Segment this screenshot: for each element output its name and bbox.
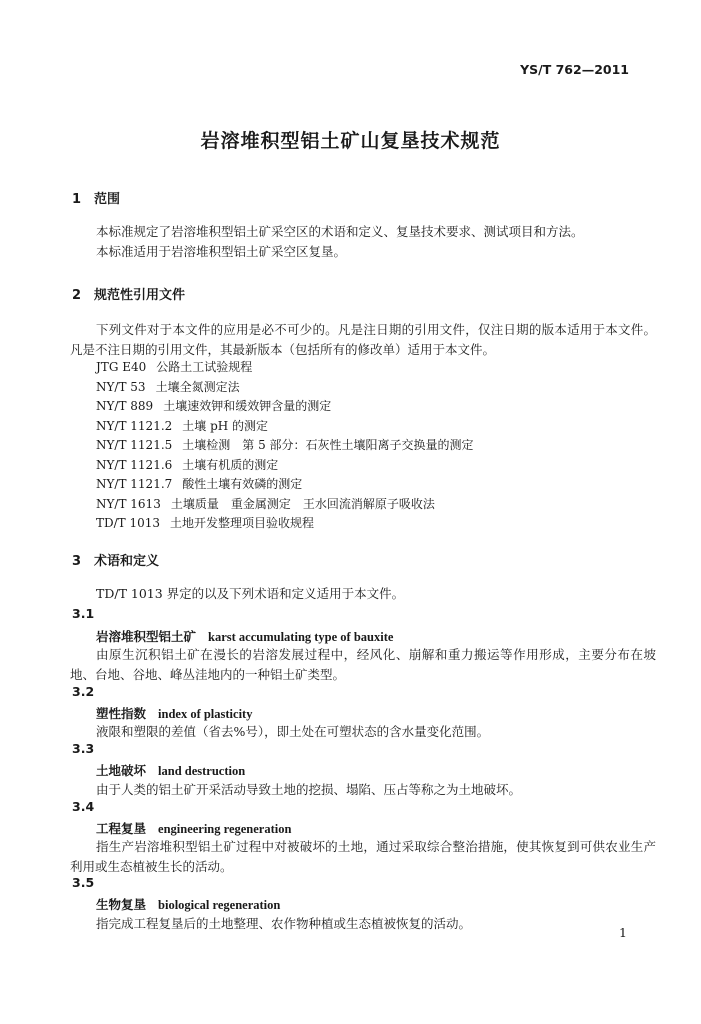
reference-item <box>96 495 474 515</box>
section-title: 范围 <box>94 192 121 207</box>
reference-code: NY/T 1121.6 <box>96 457 173 472</box>
reference-code: NY/T 1121.2 <box>96 418 173 433</box>
term-heading <box>96 704 252 722</box>
clause-number: 3.3 <box>72 741 95 756</box>
reference-code: TD/T 1013 <box>96 516 161 530</box>
term-heading <box>96 895 280 913</box>
reference-title: 土壤 pH 的测定 <box>182 418 269 433</box>
clause-number: 3.1 <box>72 606 95 621</box>
term-zh: 塑性指数 <box>96 706 147 721</box>
section-number: 3 <box>72 554 82 569</box>
reference-item <box>96 436 474 456</box>
section-1-para-1: 本标准规定了岩溶堆积型铝土矿采空区的术语和定义、复垦技术要求、测试项目和方法。 <box>96 224 584 239</box>
reference-title: 酸性土壤有效磷的测定 <box>182 477 303 491</box>
reference-title: 土壤质量 重金属测定 王水回流消解原子吸收法 <box>170 496 435 511</box>
reference-code: NY/T 1121.5 <box>96 438 173 452</box>
reference-item <box>96 378 474 398</box>
section-1-para-2: 本标准适用于岩溶堆积型铝土矿采空区复垦。 <box>96 244 347 259</box>
reference-code: NY/T 889 <box>96 399 154 413</box>
reference-item <box>96 397 474 417</box>
term-definition: 指生产岩溶堆积型铝土矿过程中对被破坏的土地，通过采取综合整治措施，使其恢复到可供农业生产利用或生态植被生长的活动。 <box>70 839 656 874</box>
section-3-intro: TD/T 1013 界定的以及下列术语和定义适用于本文件。 <box>96 586 405 601</box>
term-zh: 生物复垦 <box>96 897 147 912</box>
reference-code: NY/T 53 <box>96 379 146 394</box>
section-1-heading <box>72 188 120 207</box>
reference-title: 土壤检测 第 5 部分：石灰性土壤阳离子交换量的测定 <box>182 438 474 452</box>
term-en: land destruction <box>158 764 246 778</box>
term-definition: 液限和塑限的差值（省去%号），即土处在可塑状态的含水量变化范围。 <box>96 724 490 739</box>
reference-title: 土壤全氮测定法 <box>155 379 240 394</box>
reference-item <box>96 514 474 534</box>
section-title: 规范性引用文件 <box>94 288 186 303</box>
term-zh: 岩溶堆积型铝土矿 <box>96 629 197 644</box>
section-3-heading <box>72 550 159 569</box>
section-2-intro: 下列文件对于本文件的应用是必不可少的。凡是注日期的引用文件，仅注日期的版本适用于本文件。凡是不注日期的引用文件，其最新版本（包括所有的修改单）适用于本文件。 <box>70 322 656 357</box>
reference-code: NY/T 1121.7 <box>96 477 173 491</box>
reference-title: 公路土工试验规程 <box>156 360 253 374</box>
page-title: 岩溶堆积型铝土矿山复垦技术规范 <box>200 130 501 152</box>
term-definition: 由原生沉积铝土矿在漫长的岩溶发展过程中，经风化、崩解和重力搬运等作用形成，主要分布在坡地、台地、谷地、峰丛洼地内的一种铝土矿类型。 <box>70 647 656 682</box>
term-en: biological regeneration <box>158 898 281 912</box>
section-2-heading <box>72 284 185 303</box>
reference-code: NY/T 1613 <box>96 496 161 511</box>
section-title: 术语和定义 <box>94 554 160 569</box>
term-heading <box>96 819 291 837</box>
reference-list <box>96 358 474 534</box>
term-en: karst accumulating type of bauxite <box>208 630 394 644</box>
reference-title: 土壤速效钾和缓效钾含量的测定 <box>163 399 332 413</box>
reference-item <box>96 475 474 495</box>
term-en: engineering regeneration <box>158 822 292 836</box>
term-en: index of plasticity <box>158 707 253 721</box>
reference-item <box>96 358 474 378</box>
clause-number: 3.4 <box>72 799 95 814</box>
term-heading <box>96 627 393 645</box>
reference-title: 土壤有机质的测定 <box>182 457 279 472</box>
section-number: 1 <box>72 192 82 207</box>
reference-item <box>96 417 474 437</box>
reference-item <box>96 456 474 476</box>
section-number: 2 <box>72 288 82 303</box>
term-heading <box>96 761 245 779</box>
reference-title: 土地开发整理项目验收规程 <box>170 516 315 530</box>
term-zh: 工程复垦 <box>96 821 147 836</box>
term-definition: 指完成工程复垦后的土地整理、农作物种植或生态植被恢复的活动。 <box>96 916 472 931</box>
clause-number: 3.2 <box>72 684 95 699</box>
page-number: 1 <box>619 925 627 940</box>
term-zh: 土地破坏 <box>96 763 147 778</box>
reference-code: JTG E40 <box>96 360 147 374</box>
term-definition: 由于人类的铝土矿开采活动导致土地的挖损、塌陷、压占等称之为土地破坏。 <box>96 782 522 797</box>
clause-number: 3.5 <box>72 875 95 890</box>
standard-code: YS/T 762—2011 <box>520 62 629 77</box>
